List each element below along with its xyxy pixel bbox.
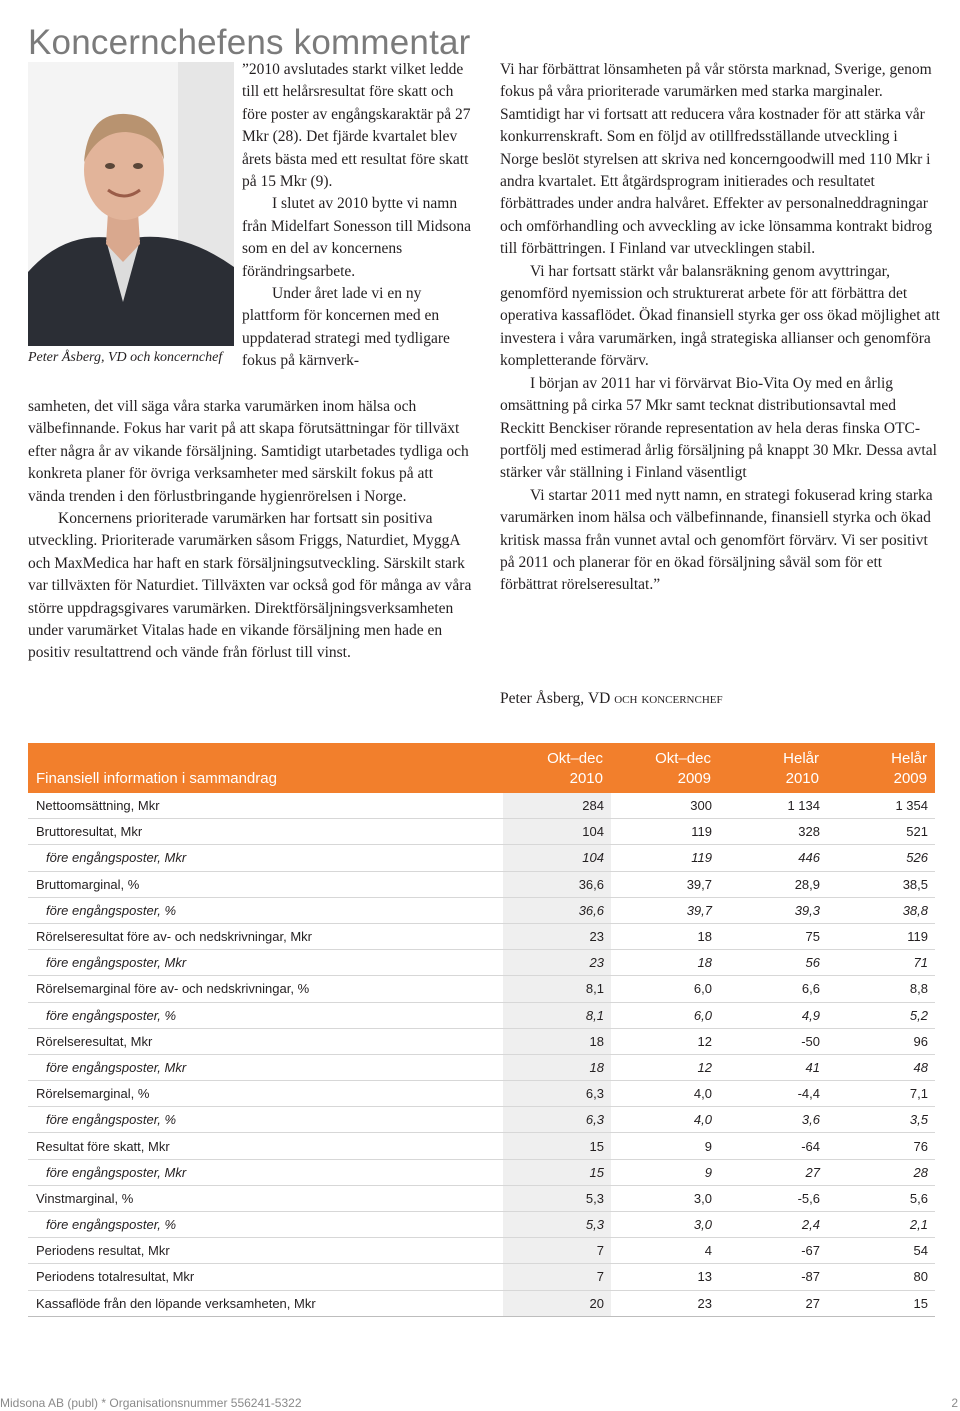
table-cell: 12	[611, 1054, 719, 1080]
right-column	[500, 59, 940, 597]
table-cell: 328	[719, 819, 827, 845]
portrait-photo	[28, 62, 234, 346]
row-label: före engångsposter, Mkr	[28, 845, 503, 871]
table-cell: 119	[611, 819, 719, 845]
table-row	[28, 1028, 935, 1054]
table-cell: 4,0	[611, 1081, 719, 1107]
row-label: Resultat före skatt, Mkr	[28, 1133, 503, 1159]
intro-column	[242, 59, 472, 373]
table-cell: 56	[719, 950, 827, 976]
portrait-illustration	[28, 62, 234, 346]
table-cell: 75	[719, 923, 827, 949]
footer-company-info: Midsona AB (publ) * Organisationsnummer 556241-5322	[0, 1396, 302, 1410]
table-cell: -67	[719, 1238, 827, 1264]
table-cell: 7,1	[827, 1081, 935, 1107]
table-cell: 9	[611, 1133, 719, 1159]
table-row	[28, 1002, 935, 1028]
table-cell: 27	[719, 1159, 827, 1185]
row-label: Rörelseresultat, Mkr	[28, 1028, 503, 1054]
table-row	[28, 819, 935, 845]
table-row	[28, 871, 935, 897]
table-row	[28, 1107, 935, 1133]
table-row	[28, 950, 935, 976]
row-label: före engångsposter, Mkr	[28, 950, 503, 976]
row-label: Bruttoresultat, Mkr	[28, 819, 503, 845]
table-cell: 48	[827, 1054, 935, 1080]
table-cell: 41	[719, 1054, 827, 1080]
table-cell: 6,3	[503, 1081, 611, 1107]
row-label: före engångsposter, %	[28, 1002, 503, 1028]
table-cell: 39,7	[611, 871, 719, 897]
table-cell: 39,3	[719, 897, 827, 923]
table-cell: 18	[611, 923, 719, 949]
table-cell: -87	[719, 1264, 827, 1290]
table-cell: 119	[611, 845, 719, 871]
table-row	[28, 1238, 935, 1264]
table-row	[28, 1212, 935, 1238]
table-cell: -5,6	[719, 1185, 827, 1211]
table-row	[28, 976, 935, 1002]
table-cell: 300	[611, 793, 719, 819]
table-cell: 54	[827, 1238, 935, 1264]
table-cell: 23	[503, 923, 611, 949]
table-cell: 4	[611, 1238, 719, 1264]
table-cell: 76	[827, 1133, 935, 1159]
row-label: Periodens resultat, Mkr	[28, 1238, 503, 1264]
row-label: Rörelsemarginal, %	[28, 1081, 503, 1107]
table-row	[28, 793, 935, 819]
row-label: Bruttomarginal, %	[28, 871, 503, 897]
table-cell: 284	[503, 793, 611, 819]
table-cell: 13	[611, 1264, 719, 1290]
table-cell: 20	[503, 1290, 611, 1316]
left-column-continued	[28, 396, 472, 665]
page-number: 2	[951, 1396, 958, 1410]
paragraph: I början av 2011 har vi förvärvat Bio-Vita Oy med en årlig omsättning på cirka 57 Mkr samt tecknat distributionsavtal med Reckitt Benckiser rörande representation av hela deras finska OTC-portfölj med estimerad årlig försäljning på knappt 30 Mkr. Dessa avtal stärker vår ställning i Finland väsentligt	[500, 374, 937, 482]
table-cell: -4,4	[719, 1081, 827, 1107]
table-body	[28, 793, 935, 1316]
table-row	[28, 897, 935, 923]
table-cell: 3,0	[611, 1185, 719, 1211]
table-cell: 6,0	[611, 1002, 719, 1028]
table-cell: 8,1	[503, 1002, 611, 1028]
table-cell: 23	[611, 1290, 719, 1316]
table-title: Finansiell information i sammandrag	[36, 770, 277, 787]
paragraph: Under året lade vi en ny plattform för koncernen med en uppdaterad strategi med tydligare fokus på kärnverk-	[242, 285, 450, 370]
page-title: Koncernchefens kommentar	[28, 23, 471, 63]
table-cell: 6,0	[611, 976, 719, 1002]
paragraph: I slutet av 2010 bytte vi namn från Midelfart Sonesson till Midsona som en del av koncernens förändringsarbete.	[242, 195, 472, 280]
table-cell: 3,0	[611, 1212, 719, 1238]
table-cell: 521	[827, 819, 935, 845]
table-cell: 2,1	[827, 1212, 935, 1238]
paragraph: Koncernens prioriterade varumärken har fortsatt sin positiva utveckling. Prioriterade varumärken såsom Friggs, Naturdiet, MyggA och MaxMedica har haft en stark försäljningsutveckling. Särskilt stark var tillväxten för Naturdiet. Tillväxten var också god för många av våra större uppdragsgivares varumärken. Direktförsäljningsverksamheten under varumärket Vitalas hade en vikande försäljning men hade en positiv resultattrend och vände från förlust till vinst.	[28, 510, 472, 662]
table-cell: 15	[503, 1133, 611, 1159]
table-cell: 71	[827, 950, 935, 976]
column-header: Helår 2009	[891, 750, 927, 787]
paragraph: Vi har förbättrat lönsamheten på vår största marknad, Sverige, genom fokus på våra prioriterade varumärken med starka marginaler. Samtidigt har vi fortsatt att reducera våra kostnader för att stärka vår konkurrenskraft. Som en följd av otillfredsställande utveckling i Norge beslöt styrelsen att skriva ned koncerngoodwill med 110 Mkr i andra kvartalet. Ett åtgärdsprogram initierades och resultatet förbättrades under andra halvåret. Effekter av personalneddragningar och omförhandling och avveckling av icke lönsamma kontrakt bidrog till förbättringen. I Finland var utvecklingen stabil.	[500, 61, 933, 258]
table-cell: 4,0	[611, 1107, 719, 1133]
table-cell: 7	[503, 1238, 611, 1264]
photo-caption: Peter Åsberg, VD och koncernchef	[28, 350, 223, 365]
paragraph: Vi startar 2011 med nytt namn, en strategi fokuserad kring starka varumärken inom hälsa och välbefinnande, finansiell styrka och ökad kritisk massa från vunnet avtal och genomfört förvärv. Vi ser positivt på 2011 och planerar för en ökad försäljning såväl som för ett förbättrat rörelseresultat.”	[500, 486, 933, 594]
table-cell: 1 354	[827, 793, 935, 819]
row-label: före engångsposter, %	[28, 1107, 503, 1133]
row-label: före engångsposter, %	[28, 1212, 503, 1238]
financial-summary-table	[28, 743, 935, 1317]
row-label: Rörelseresultat före av- och nedskrivningar, Mkr	[28, 923, 503, 949]
row-label: före engångsposter, Mkr	[28, 1159, 503, 1185]
table-row	[28, 1133, 935, 1159]
table-header-row	[28, 743, 935, 793]
row-label: Vinstmarginal, %	[28, 1185, 503, 1211]
row-label: Kassaflöde från den löpande verksamheten, Mkr	[28, 1290, 503, 1316]
table-cell: 38,8	[827, 897, 935, 923]
table-cell: 6,6	[719, 976, 827, 1002]
table-row	[28, 923, 935, 949]
row-label: före engångsposter, %	[28, 897, 503, 923]
table-cell: 4,9	[719, 1002, 827, 1028]
table-cell: 5,3	[503, 1212, 611, 1238]
table-row	[28, 1290, 935, 1316]
row-label: Rörelsemarginal före av- och nedskrivningar, %	[28, 976, 503, 1002]
table-row	[28, 1081, 935, 1107]
table-cell: 8,8	[827, 976, 935, 1002]
signature-title: VD och koncernchef	[587, 690, 723, 707]
table-cell: 2,4	[719, 1212, 827, 1238]
column-header: Okt–dec 2010	[547, 750, 603, 787]
table-cell: 5,3	[503, 1185, 611, 1211]
table-cell: 8,1	[503, 976, 611, 1002]
table-row	[28, 1264, 935, 1290]
table-cell: 18	[503, 1028, 611, 1054]
table-cell: 104	[503, 845, 611, 871]
paragraph: samheten, det vill säga våra starka varumärken inom hälsa och välbefinnande. Fokus har varit på att skapa förutsättningar för tillväxt efter några år av vikande försäljning. Samtidigt utarbetades tydliga och konkreta planer för övriga verksamheter med särskilt fokus på att vända trenden i den förlustbringande hygienrörelsen i Norge.	[28, 398, 469, 505]
table-cell: 3,5	[827, 1107, 935, 1133]
table-cell: 38,5	[827, 871, 935, 897]
row-label: Nettoomsättning, Mkr	[28, 793, 503, 819]
table-cell: 27	[719, 1290, 827, 1316]
table-row	[28, 1159, 935, 1185]
table-cell: 119	[827, 923, 935, 949]
table-cell: 15	[827, 1290, 935, 1316]
table-cell: 5,6	[827, 1185, 935, 1211]
table-cell: 104	[503, 819, 611, 845]
column-header: Okt–dec 2009	[655, 750, 711, 787]
table-cell: 28	[827, 1159, 935, 1185]
table-cell: 6,3	[503, 1107, 611, 1133]
table-cell: 9	[611, 1159, 719, 1185]
table-cell: 28,9	[719, 871, 827, 897]
table-cell: -64	[719, 1133, 827, 1159]
table-cell: 1 134	[719, 793, 827, 819]
row-label: Periodens totalresultat, Mkr	[28, 1264, 503, 1290]
table-row	[28, 845, 935, 871]
table-row	[28, 1185, 935, 1211]
table-cell: 36,6	[503, 897, 611, 923]
signature	[500, 690, 723, 708]
table-cell: 23	[503, 950, 611, 976]
table-cell: 12	[611, 1028, 719, 1054]
table-cell: 39,7	[611, 897, 719, 923]
table-cell: 15	[503, 1159, 611, 1185]
table-cell: 5,2	[827, 1002, 935, 1028]
table-cell: 446	[719, 845, 827, 871]
table-cell: -50	[719, 1028, 827, 1054]
table-cell: 80	[827, 1264, 935, 1290]
table-cell: 96	[827, 1028, 935, 1054]
table-cell: 526	[827, 845, 935, 871]
column-header: Helår 2010	[783, 750, 819, 787]
table-cell: 3,6	[719, 1107, 827, 1133]
table-cell: 18	[611, 950, 719, 976]
paragraph: Vi har fortsatt stärkt vår balansräkning genom avyttringar, genomförd nyemission och strukturerat arbete för att förbättra det operativa kassaflödet. Ökad finansiell styrka ger oss ökad möjlighet att investera i våra varumärken, ingå strategiska allianser och genomföra kompletterande förvärv.	[500, 262, 940, 370]
table-cell: 36,6	[503, 871, 611, 897]
table-cell: 7	[503, 1264, 611, 1290]
signature-name: Peter Åsberg,	[500, 690, 585, 707]
paragraph: ”2010 avslutades starkt vilket ledde till ett helårsresultat före skatt och före poster av engångskaraktär på 27 Mkr (28). Det fjärde kvartalet blev årets bästa med ett resultat före skatt på 15 Mkr (9).	[242, 61, 471, 191]
table-row	[28, 1054, 935, 1080]
table-cell: 18	[503, 1054, 611, 1080]
row-label: före engångsposter, Mkr	[28, 1054, 503, 1080]
